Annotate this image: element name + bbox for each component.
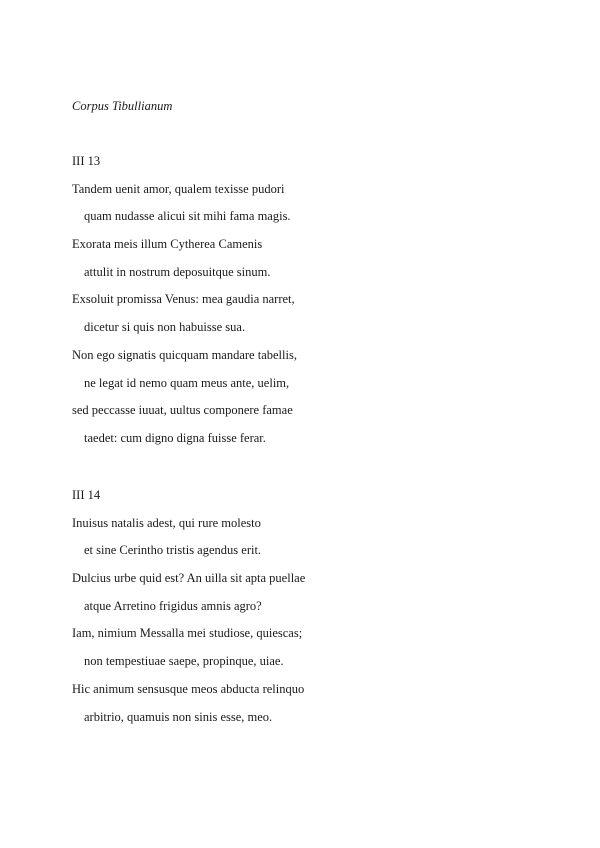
verse-line: Hic animum sensusque meos abducta relinquo [72, 681, 305, 696]
poem-iii-13 [72, 153, 297, 458]
poem-heading: III 14 [72, 488, 101, 502]
verse-line-indented: attulit in nostrum deposuitque sinum. [84, 264, 271, 279]
verse-line: Iam, nimium Messalla mei studiose, quiescas; [72, 626, 303, 641]
verse-line: Exsoluit promissa Venus: mea gaudia narret, [72, 292, 295, 307]
verse-line-indented: quam nudasse alicui sit mihi fama magis. [84, 209, 291, 224]
verse-line-indented: dicetur si quis non habuisse sua. [84, 320, 246, 335]
verse-line: Exorata meis illum Cytherea Camenis [72, 237, 263, 252]
verse-line-indented: ne legat id nemo quam meus ante, uelim, [84, 375, 290, 390]
verse-line-indented: non tempestiuae saepe, propinque, uiae. [84, 654, 284, 669]
poem-iii-14 [72, 487, 305, 736]
verse-line-indented: taedet: cum digno digna fuisse ferar. [84, 430, 266, 445]
verse-line-indented: et sine Cerintho tristis agendus erit. [84, 543, 262, 558]
verse-line: Dulcius urbe quid est? An uilla sit apta puellae [72, 571, 306, 586]
document-title: Corpus Tibullianum [72, 99, 173, 113]
verse-line-indented: atque Arretino frigidus amnis agro? [84, 598, 262, 613]
verse-line: sed peccasse iuuat, uultus componere famae [72, 403, 293, 418]
verse-line-indented: arbitrio, quamuis non sinis esse, meo. [84, 709, 273, 724]
verse-line: Inuisus natalis adest, qui rure molesto [72, 515, 261, 530]
verse-line: Tandem uenit amor, qualem texisse pudori [72, 181, 285, 196]
poem-heading: III 13 [72, 154, 101, 168]
verse-line: Non ego signatis quicquam mandare tabellis, [72, 347, 297, 362]
